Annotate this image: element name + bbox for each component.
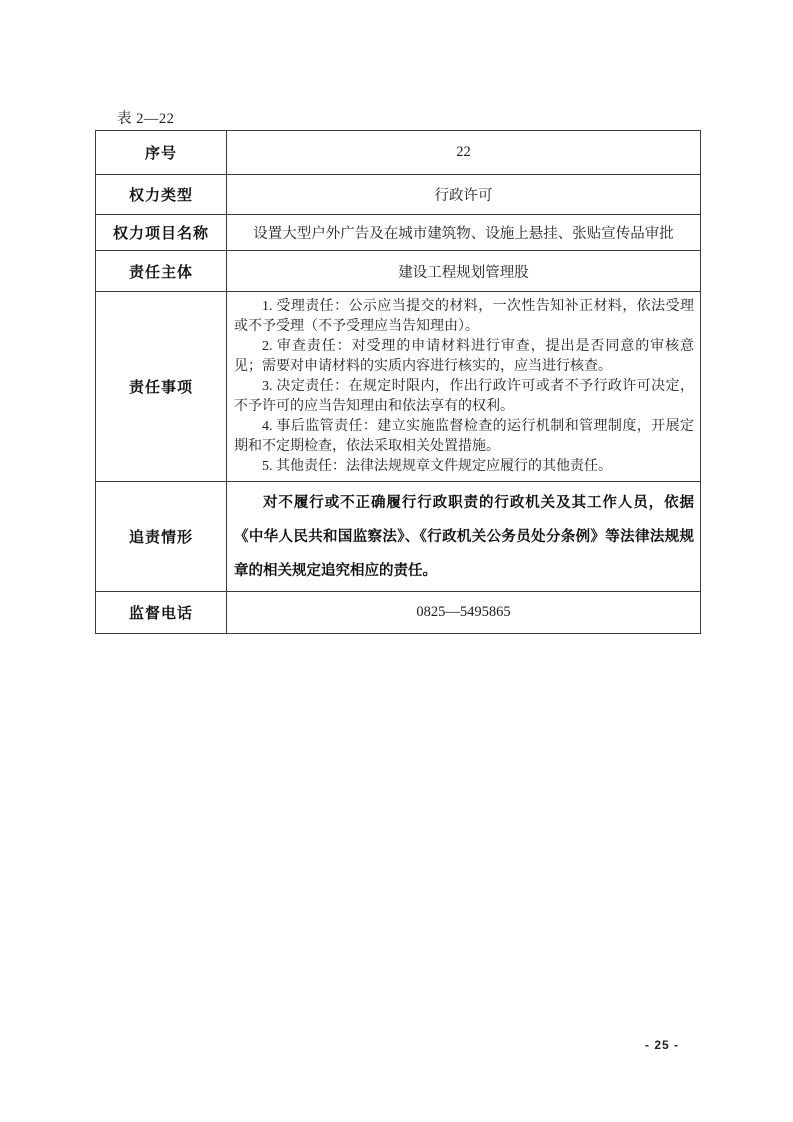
row-value-accountability-situations bbox=[227, 482, 701, 592]
row-value-power-type: 行政许可 bbox=[227, 175, 701, 215]
row-value-responsibility-items bbox=[227, 292, 701, 482]
row-value-power-project-name: 设置大型户外广告及在城市建筑物、设施上悬挂、张贴宣传品审批 bbox=[227, 215, 701, 251]
responsibility-item-acceptance: 1. 受理责任：公示应当提交的材料，一次性告知补正材料，依法受理或不予受理（不予受理应当告知理由）。 bbox=[234, 298, 694, 334]
table-caption: 表 2—22 bbox=[117, 111, 175, 127]
row-label-serial-number: 序号 bbox=[96, 131, 227, 175]
page-number: - 25 - bbox=[645, 1038, 680, 1052]
responsibility-item-other: 5. 其他责任：法律法规规章文件规定应履行的其他责任。 bbox=[262, 458, 612, 474]
table-row-power-type bbox=[96, 175, 701, 215]
table-row-supervision-phone bbox=[96, 592, 701, 634]
responsibility-table bbox=[95, 130, 701, 634]
row-label-power-project-name: 权力项目名称 bbox=[96, 215, 227, 251]
row-label-supervision-phone: 监督电话 bbox=[96, 592, 227, 634]
row-label-responsible-entity: 责任主体 bbox=[96, 251, 227, 292]
table-row-serial-number bbox=[96, 131, 701, 175]
accountability-paragraph: 对不履行或不正确履行行政职责的行政机关及其工作人员，依据《中华人民共和国监察法》、《行政机关公务员处分条例》等法律法规规章的相关规定追究相应的责任。 bbox=[234, 494, 694, 579]
responsibility-item-review: 2. 审查责任：对受理的申请材料进行审查，提出是否同意的审核意见；需要对申请材料的实质内容进行核实的，应当进行核查。 bbox=[234, 338, 694, 374]
row-value-responsible-entity: 建设工程规划管理股 bbox=[227, 251, 701, 292]
table-row-responsibility-items bbox=[96, 292, 701, 482]
table-row-power-project-name bbox=[96, 215, 701, 251]
responsibility-item-decision: 3. 决定责任：在规定时限内，作出行政许可或者不予行政许可决定，不予许可的应当告知理由和依法享有的权利。 bbox=[234, 378, 694, 414]
row-label-power-type: 权力类型 bbox=[96, 175, 227, 215]
table-row-responsible-entity bbox=[96, 251, 701, 292]
row-label-accountability-situations: 追责情形 bbox=[96, 482, 227, 592]
table-row-accountability-situations bbox=[96, 482, 701, 592]
responsibility-item-supervision: 4. 事后监管责任：建立实施监督检查的运行机制和管理制度，开展定期和不定期检查，依法采取相关处置措施。 bbox=[234, 418, 694, 454]
row-label-responsibility-items: 责任事项 bbox=[96, 292, 227, 482]
row-value-serial-number: 22 bbox=[227, 131, 701, 175]
row-value-supervision-phone: 0825—5495865 bbox=[227, 592, 701, 634]
